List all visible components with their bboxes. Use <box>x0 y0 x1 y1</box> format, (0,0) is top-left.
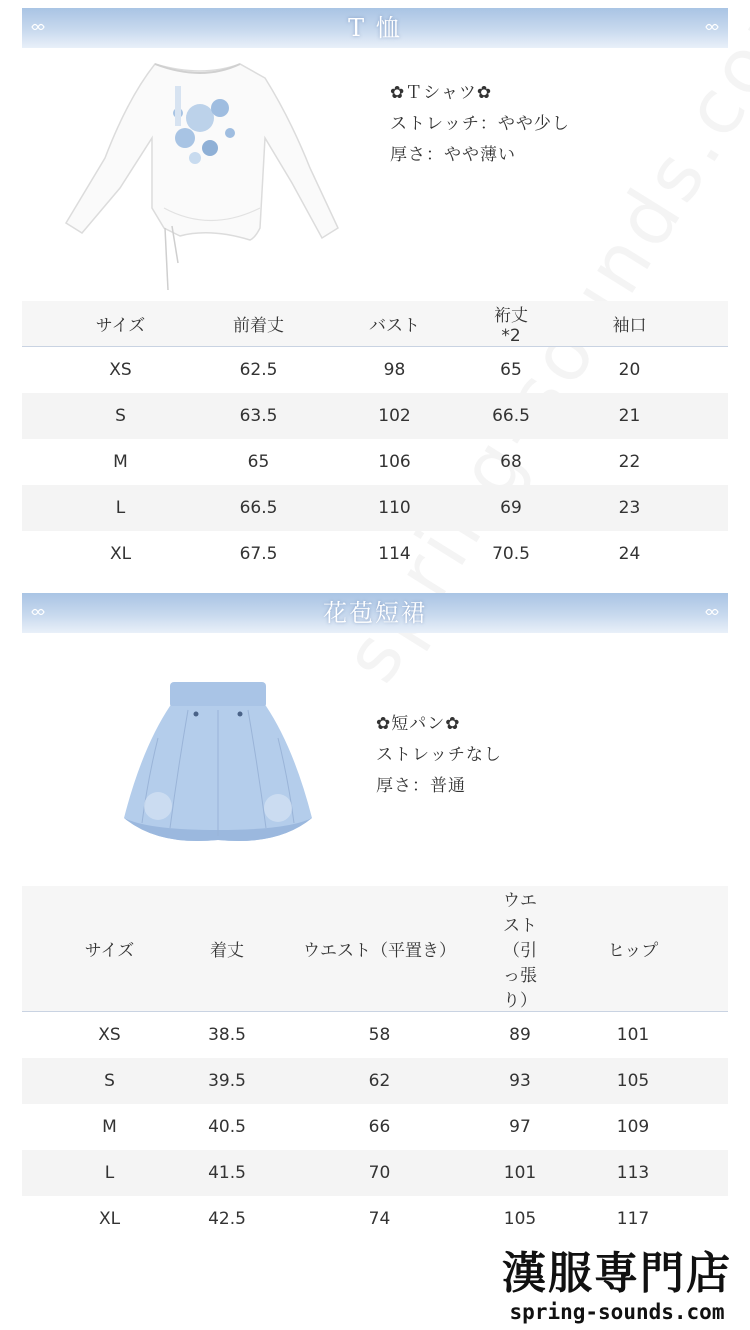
table-row <box>22 439 728 485</box>
column-header: ウエスト（平置き） <box>257 886 502 1012</box>
table-cell: 109 <box>616 1117 650 1137</box>
table-cell: 97 <box>509 1117 531 1137</box>
skirt-info-type: ✿短パン✿ <box>376 714 461 734</box>
skirt-section-title: 花苞短裙 <box>323 599 427 627</box>
tee-info-stretch: ストレッチ：やや少し <box>390 114 570 134</box>
table-cell: 66.5 <box>491 393 531 439</box>
table-cell: 58 <box>368 1025 391 1045</box>
table-header-row <box>22 886 728 1012</box>
table-cell: 70.5 <box>492 544 530 564</box>
table-cell: 40.5 <box>208 1117 246 1137</box>
table-row <box>22 1104 728 1150</box>
table-cell: M <box>113 452 128 472</box>
table-row <box>22 1196 728 1242</box>
tee-info-thickness: 厚さ：やや薄い <box>390 145 516 165</box>
table-row <box>22 485 728 531</box>
table-cell: 110 <box>298 485 491 531</box>
table-cell: 105 <box>538 1058 728 1104</box>
table-row <box>22 1150 728 1196</box>
table-cell: S <box>22 1058 197 1104</box>
table-cell: 66 <box>368 1117 391 1137</box>
table-row <box>22 1012 728 1059</box>
shop-name: 漢服専門店 <box>502 1248 732 1299</box>
table-cell: 62 <box>257 1058 502 1104</box>
table-cell: 62.5 <box>239 360 278 380</box>
table-cell: 101 <box>616 1025 650 1045</box>
column-header: 裄丈*2 <box>491 301 531 347</box>
tee-section-title: T 恤 <box>348 14 402 42</box>
skirt-info-thickness: 厚さ：普通 <box>376 776 466 796</box>
table-cell: L <box>22 485 219 531</box>
skirt-product-image <box>118 678 318 848</box>
table-cell: 65 <box>500 360 522 380</box>
column-header: 前着丈 <box>219 301 298 347</box>
tee-size-table <box>22 301 728 577</box>
table-cell: 101 <box>502 1150 538 1196</box>
table-row <box>22 1058 728 1104</box>
shop-url: spring-sounds.com <box>509 1300 725 1324</box>
tee-info-type: ✿Ｔシャツ✿ <box>390 83 493 103</box>
shop-logo <box>502 1248 732 1324</box>
skirt-section-header <box>22 593 728 633</box>
column-header: 袖口 <box>531 301 728 347</box>
table-row <box>22 531 728 577</box>
tee-spec-info <box>390 78 570 171</box>
table-cell: 89 <box>509 1025 531 1045</box>
table-cell: M <box>102 1117 117 1137</box>
column-header: 着丈 <box>197 886 257 1012</box>
table-cell: 113 <box>538 1150 728 1196</box>
table-cell: 22 <box>618 452 641 472</box>
table-cell: 98 <box>383 360 406 380</box>
column-header: バスト <box>298 301 491 347</box>
column-header: サイズ <box>22 886 197 1012</box>
table-cell: 23 <box>531 485 728 531</box>
column-header: ヒップ <box>538 886 728 1012</box>
table-cell: 41.5 <box>197 1150 257 1196</box>
table-cell: 66.5 <box>219 485 298 531</box>
table-cell: 39.5 <box>197 1058 257 1104</box>
table-cell: 117 <box>616 1209 650 1229</box>
table-row <box>22 393 728 439</box>
table-cell: 63.5 <box>219 393 298 439</box>
table-cell: 20 <box>618 360 641 380</box>
column-header: ウエスト（引っ張り） <box>502 886 538 1012</box>
table-cell: 38.5 <box>208 1025 246 1045</box>
table-cell: 69 <box>491 485 531 531</box>
table-cell: L <box>22 1150 197 1196</box>
tee-section-header <box>22 8 728 48</box>
table-cell: 21 <box>531 393 728 439</box>
table-cell: 105 <box>503 1209 537 1229</box>
table-cell: 42.5 <box>208 1209 246 1229</box>
skirt-size-table <box>22 886 728 1242</box>
table-cell: 93 <box>502 1058 538 1104</box>
table-cell: 74 <box>368 1209 391 1229</box>
column-header: サイズ <box>22 301 219 347</box>
table-cell: 106 <box>378 452 411 472</box>
ornament-icon <box>704 606 720 618</box>
table-row <box>22 347 728 394</box>
table-cell: 102 <box>298 393 491 439</box>
skirt-info-stretch: ストレッチなし <box>376 745 502 765</box>
table-cell: 67.5 <box>239 544 278 564</box>
table-cell: XL <box>109 544 132 564</box>
table-cell: 24 <box>618 544 641 564</box>
table-cell: 65 <box>247 452 270 472</box>
table-cell: XS <box>109 360 132 380</box>
ornament-icon <box>704 21 720 33</box>
table-cell: 114 <box>378 544 411 564</box>
table-header-row <box>22 301 728 347</box>
skirt-spec-info <box>376 709 502 802</box>
tee-product-image <box>60 58 345 298</box>
table-cell: S <box>22 393 219 439</box>
table-cell: 68 <box>500 452 522 472</box>
table-cell: XS <box>98 1025 121 1045</box>
table-cell: XL <box>98 1209 121 1229</box>
table-cell: 70 <box>257 1150 502 1196</box>
